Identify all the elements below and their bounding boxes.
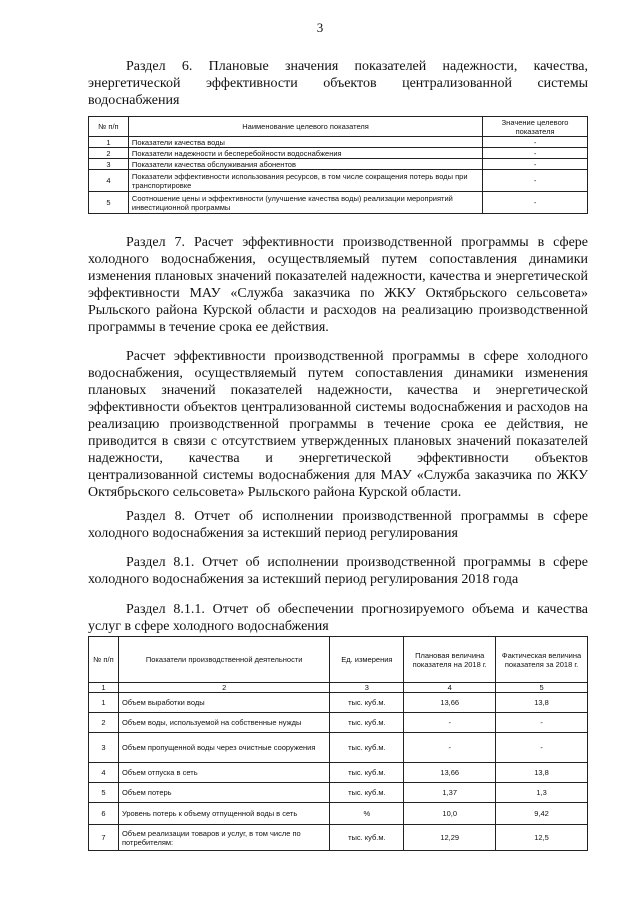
- production-report-table: [88, 636, 588, 851]
- row-name: Соотношение цены и эффективности (улучшение качества воды) реализации мероприятий инвестиционной программы: [128, 192, 482, 214]
- section-8-title: Раздел 8. Отчет об исполнении производственной программы в сфере холодного водоснабжения за истекший период регулирования: [88, 509, 588, 541]
- table-row: [89, 192, 588, 214]
- row-fact: -: [496, 733, 588, 763]
- col-number: 3: [330, 683, 404, 693]
- row-unit: тыс. куб.м.: [330, 693, 404, 713]
- row-unit: тыс. куб.м.: [330, 733, 404, 763]
- row-plan: 12,29: [404, 825, 496, 851]
- row-num: 2: [89, 148, 129, 159]
- row-fact: 13,8: [496, 693, 588, 713]
- row-name: Объем воды, используемой на собственные нужды: [118, 713, 329, 733]
- table-row: [89, 137, 588, 148]
- row-unit: тыс. куб.м.: [330, 783, 404, 803]
- table-row: [89, 713, 588, 733]
- target-indicators-table: [88, 116, 588, 214]
- row-fact: 12,5: [496, 825, 588, 851]
- table-row: [89, 763, 588, 783]
- section-7-title: Раздел 7. Расчет эффективности производственной программы в сфере холодного водоснабжения, осуществляемый путем сопоставления динамики изменения плановых значений показателей надежности, качества и энергетической эффективности МАУ «Служба заказчика по ЖКУ Октябрьского сельсовета» Рыльского района Курской области и расходов на реализацию производственной программы в течение срока ее действия.: [88, 235, 588, 335]
- page-number: 3: [316, 20, 324, 35]
- table-row: [89, 148, 588, 159]
- row-num: 2: [89, 713, 119, 733]
- table-row: [89, 159, 588, 170]
- col-number: 4: [404, 683, 496, 693]
- row-num: 4: [89, 763, 119, 783]
- col-number: 5: [496, 683, 588, 693]
- table-row: [89, 170, 588, 192]
- row-num: 7: [89, 825, 119, 851]
- row-value: -: [483, 137, 588, 148]
- row-fact: 13,8: [496, 763, 588, 783]
- row-unit: %: [330, 803, 404, 825]
- row-num: 6: [89, 803, 119, 825]
- row-num: 5: [89, 192, 129, 214]
- row-num: 5: [89, 783, 119, 803]
- row-plan: -: [404, 733, 496, 763]
- row-num: 3: [89, 733, 119, 763]
- row-name: Уровень потерь к объему отпущенной воды в сеть: [118, 803, 329, 825]
- row-plan: -: [404, 713, 496, 733]
- section-7-body: Расчет эффективности производственной программы в сфере холодного водоснабжения, осуществляемый путем сопоставления динамики изменения плановых значений показателей надежности, качества и энергетической эффективности объектов централизованной системы водоснабжения и расходов на реализацию производственной программы в течение срока ее действия, не приводится в связи с отсутствием утвержденных плановых значений показателей надежности, качества и энергетической эффективности объектов централизованной системы водоснабжения для МАУ «Служба заказчика по ЖКУ Октябрьского сельсовета» Рыльского района Курской области.: [88, 349, 588, 500]
- col-number: 1: [89, 683, 119, 693]
- table-row: [89, 693, 588, 713]
- row-value: -: [483, 192, 588, 214]
- row-name: Объем отпуска в сеть: [118, 763, 329, 783]
- row-fact: 1,3: [496, 783, 588, 803]
- header-num: № п/п: [89, 117, 129, 137]
- section-8-1-1-title: Раздел 8.1.1. Отчет об обеспечении прогнозируемого объема и качества услуг в сфере холодного водоснабжения: [88, 602, 588, 634]
- row-name: Показатели качества обслуживания абонентов: [128, 159, 482, 170]
- table-row: [89, 783, 588, 803]
- row-name: Показатели качества воды: [128, 137, 482, 148]
- header-unit: Ед. измерения: [330, 637, 404, 683]
- row-plan: 13,66: [404, 763, 496, 783]
- row-name: Объем потерь: [118, 783, 329, 803]
- row-unit: тыс. куб.м.: [330, 713, 404, 733]
- col-number: 2: [118, 683, 329, 693]
- header-indicator-name: Наименование целевого показателя: [128, 117, 482, 137]
- table-row: [89, 803, 588, 825]
- row-num: 4: [89, 170, 129, 192]
- row-unit: тыс. куб.м.: [330, 825, 404, 851]
- row-name: Показатели эффективности использования ресурсов, в том числе сокращения потерь воды при транспортировке: [128, 170, 482, 192]
- row-name: Показатели надежности и бесперебойности водоснабжения: [128, 148, 482, 159]
- header-indicator-value: Значение целевого показателя: [483, 117, 588, 137]
- table-row: [89, 825, 588, 851]
- header-indicator: Показатели производственной деятельности: [118, 637, 329, 683]
- row-unit: тыс. куб.м.: [330, 763, 404, 783]
- row-fact: -: [496, 713, 588, 733]
- row-fact: 9,42: [496, 803, 588, 825]
- section-8-1-title: Раздел 8.1. Отчет об исполнении производственной программы в сфере холодного водоснабжения за истекший период регулирования 2018 года: [88, 555, 588, 587]
- row-plan: 10,0: [404, 803, 496, 825]
- row-value: -: [483, 148, 588, 159]
- header-plan: Плановая величина показателя на 2018 г.: [404, 637, 496, 683]
- section-6-title: Раздел 6. Плановые значения показателей надежности, качества, энергетической эффективности объектов централизованной системы водоснабжения: [88, 59, 588, 108]
- table-row: [89, 733, 588, 763]
- row-num: 1: [89, 693, 119, 713]
- row-name: Объем выработки воды: [118, 693, 329, 713]
- row-plan: 13,66: [404, 693, 496, 713]
- row-value: -: [483, 170, 588, 192]
- header-fact: Фактическая величина показателя за 2018 г.: [496, 637, 588, 683]
- table-header-row: [89, 117, 588, 137]
- row-value: -: [483, 159, 588, 170]
- row-name: Объем пропущенной воды через очистные сооружения: [118, 733, 329, 763]
- column-number-row: [89, 683, 588, 693]
- row-num: 3: [89, 159, 129, 170]
- row-name: Объем реализации товаров и услуг, в том числе по потребителям:: [118, 825, 329, 851]
- table-header-row: [89, 637, 588, 683]
- header-num: № п/п: [89, 637, 119, 683]
- row-plan: 1,37: [404, 783, 496, 803]
- row-num: 1: [89, 137, 129, 148]
